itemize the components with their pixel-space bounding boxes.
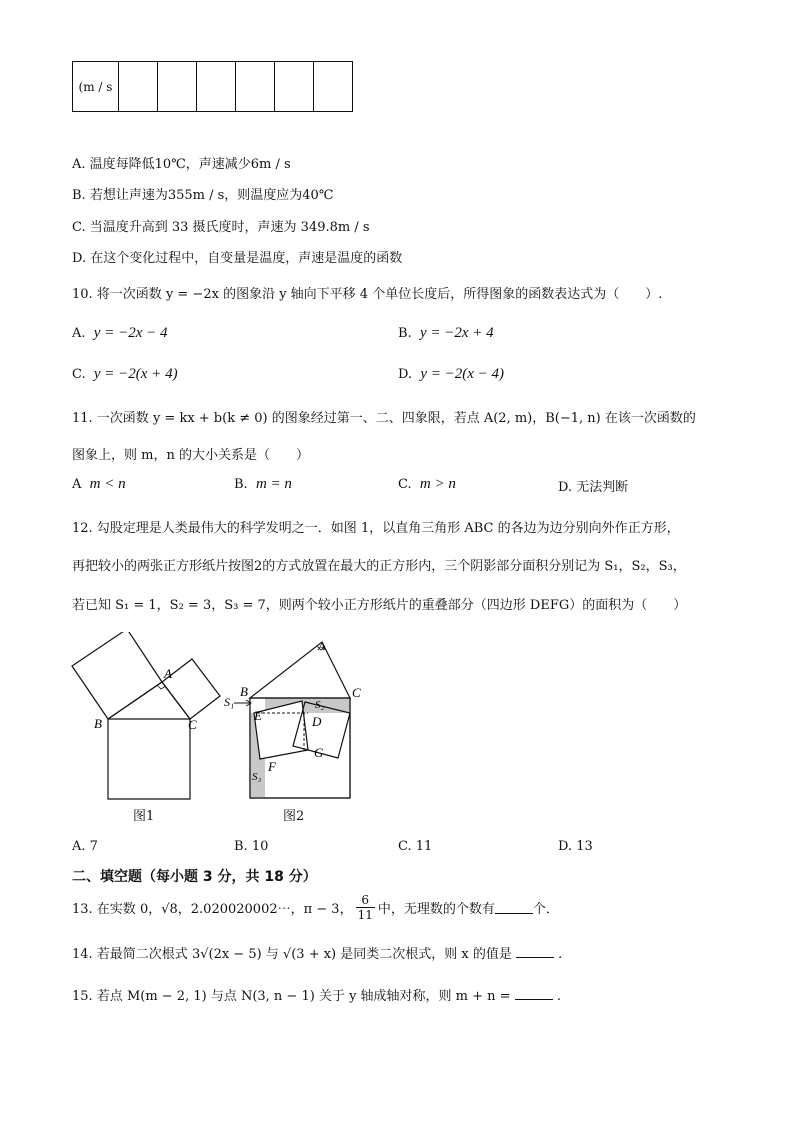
square-bc	[108, 719, 190, 799]
q13	[72, 893, 559, 922]
fig2-label-g: G	[314, 745, 324, 760]
square-ab	[72, 632, 162, 719]
fig1-label-a: A	[164, 666, 172, 681]
q12-line2: 再把较小的两张正方形纸片按图2的方式放置在最大的正方形内，三个阴影部分面积分别记为 S₁，S₂，S₃，	[72, 559, 686, 574]
fig2-label-e: E	[254, 708, 262, 723]
table-cell	[119, 62, 158, 112]
q11-option-c: C. m > n	[398, 476, 456, 492]
q12-option-c: C. 11	[398, 839, 433, 854]
fig2-label-b: B	[240, 684, 248, 699]
fig1-caption: 图1	[133, 809, 155, 824]
q13-answer-blank[interactable]	[495, 901, 533, 914]
q9-option-c: C. 当温度升高到 33 摄氏度时，声速为 349.8m / s	[72, 220, 370, 235]
fig2-caption: 图2	[283, 809, 305, 824]
q11-line2: 图象上，则 m，n 的大小关系是（ ）	[72, 448, 309, 463]
fig2-label-a: A	[318, 639, 326, 653]
q13-end: 个．	[532, 902, 559, 917]
q15-answer-blank[interactable]	[515, 987, 553, 1000]
q12-line3: 若已知 S₁ = 1，S₂ = 3，S₃ = 7，则两个较小正方形纸片的重叠部分（四边形 DEFG）的面积为（ ）	[72, 598, 687, 613]
fig2-label-c: C	[352, 685, 361, 700]
q10-option-b: B. y = −2x + 4	[398, 325, 494, 341]
fig2-label-s1: S₁	[224, 695, 235, 709]
q12-option-b: B. 10	[234, 839, 269, 854]
q11-option-a: A m < n	[72, 476, 126, 492]
q12-option-a: A. 7	[72, 839, 98, 854]
q14	[72, 943, 562, 962]
triangle-abc-2	[250, 642, 350, 698]
q9-option-a: A. 温度每降低10℃，声速减少6m / s	[72, 157, 291, 172]
table-cell	[236, 62, 275, 112]
q15-end: .	[556, 989, 561, 1004]
q13-frac-num: 6	[361, 893, 370, 907]
q14-end: .	[558, 947, 563, 962]
table-cell	[158, 62, 197, 112]
q10-option-c: C. y = −2(x + 4)	[72, 366, 178, 382]
fig2-label-s3: S₃	[252, 771, 262, 783]
figure-1	[60, 632, 240, 832]
table-unit-cell: (m / s	[73, 62, 119, 112]
q13-suffix: 中，无理数的个数有	[377, 902, 495, 917]
q10-option-d: D. y = −2(x − 4)	[398, 366, 505, 382]
q11-line1: 11. 一次函数 y = kx + b(k ≠ 0) 的图象经过第一、二、四象限，若点 A(2, m)，B(−1, n) 在该一次函数的	[72, 411, 696, 426]
fig2-label-d: D	[312, 714, 322, 729]
section-title: 二、填空题（每小题 3 分，共 18 分）	[72, 869, 317, 885]
q12-option-d: D. 13	[558, 839, 593, 854]
q13-prefix: 13. 在实数 0，√8，2.020020002⋯，π − 3，	[72, 902, 353, 917]
q10-option-a: A. y = −2x − 4	[72, 325, 168, 341]
q9-option-b: B. 若想让声速为355m / s，则温度应为40℃	[72, 188, 334, 203]
q10-stem: 10. 将一次函数 y = −2x 的图象沿 y 轴向下平移 4 个单位长度后，所得图象的函数表达式为（ ）.	[72, 287, 663, 302]
q11-option-b: B. m = n	[234, 476, 292, 492]
q9-option-d: D. 在这个变化过程中，自变量是温度，声速是温度的函数	[72, 251, 403, 266]
fig2-label-f: F	[268, 759, 276, 774]
table-cell	[275, 62, 314, 112]
q14-prefix: 14. 若最简二次根式 3√(2x − 5) 与 √(3 + x) 是同类二次根式，则 x 的值是	[72, 947, 512, 962]
q13-fraction	[356, 893, 375, 922]
q12-line1: 12. 勾股定理是人类最伟大的科学发明之一．如图 1，以直角三角形 ABC 的各边为边分别向外作正方形，	[72, 521, 680, 536]
table-cell	[197, 62, 236, 112]
fig1-label-b: B	[94, 716, 102, 731]
figure-2	[220, 632, 380, 832]
table-cell	[314, 62, 353, 112]
q13-frac-den: 11	[357, 908, 373, 922]
speed-table	[72, 61, 353, 112]
fig2-label-s2: S₂	[315, 699, 325, 711]
q15-prefix: 15. 若点 M(m − 2, 1) 与点 N(3, n − 1) 关于 y 轴成轴对称，则 m + n =	[72, 989, 511, 1004]
q14-answer-blank[interactable]	[516, 945, 554, 958]
q15	[72, 985, 561, 1004]
triangle-abc	[108, 682, 190, 719]
fig1-label-c: C	[188, 717, 197, 732]
q11-option-d: D. 无法判断	[558, 480, 629, 495]
